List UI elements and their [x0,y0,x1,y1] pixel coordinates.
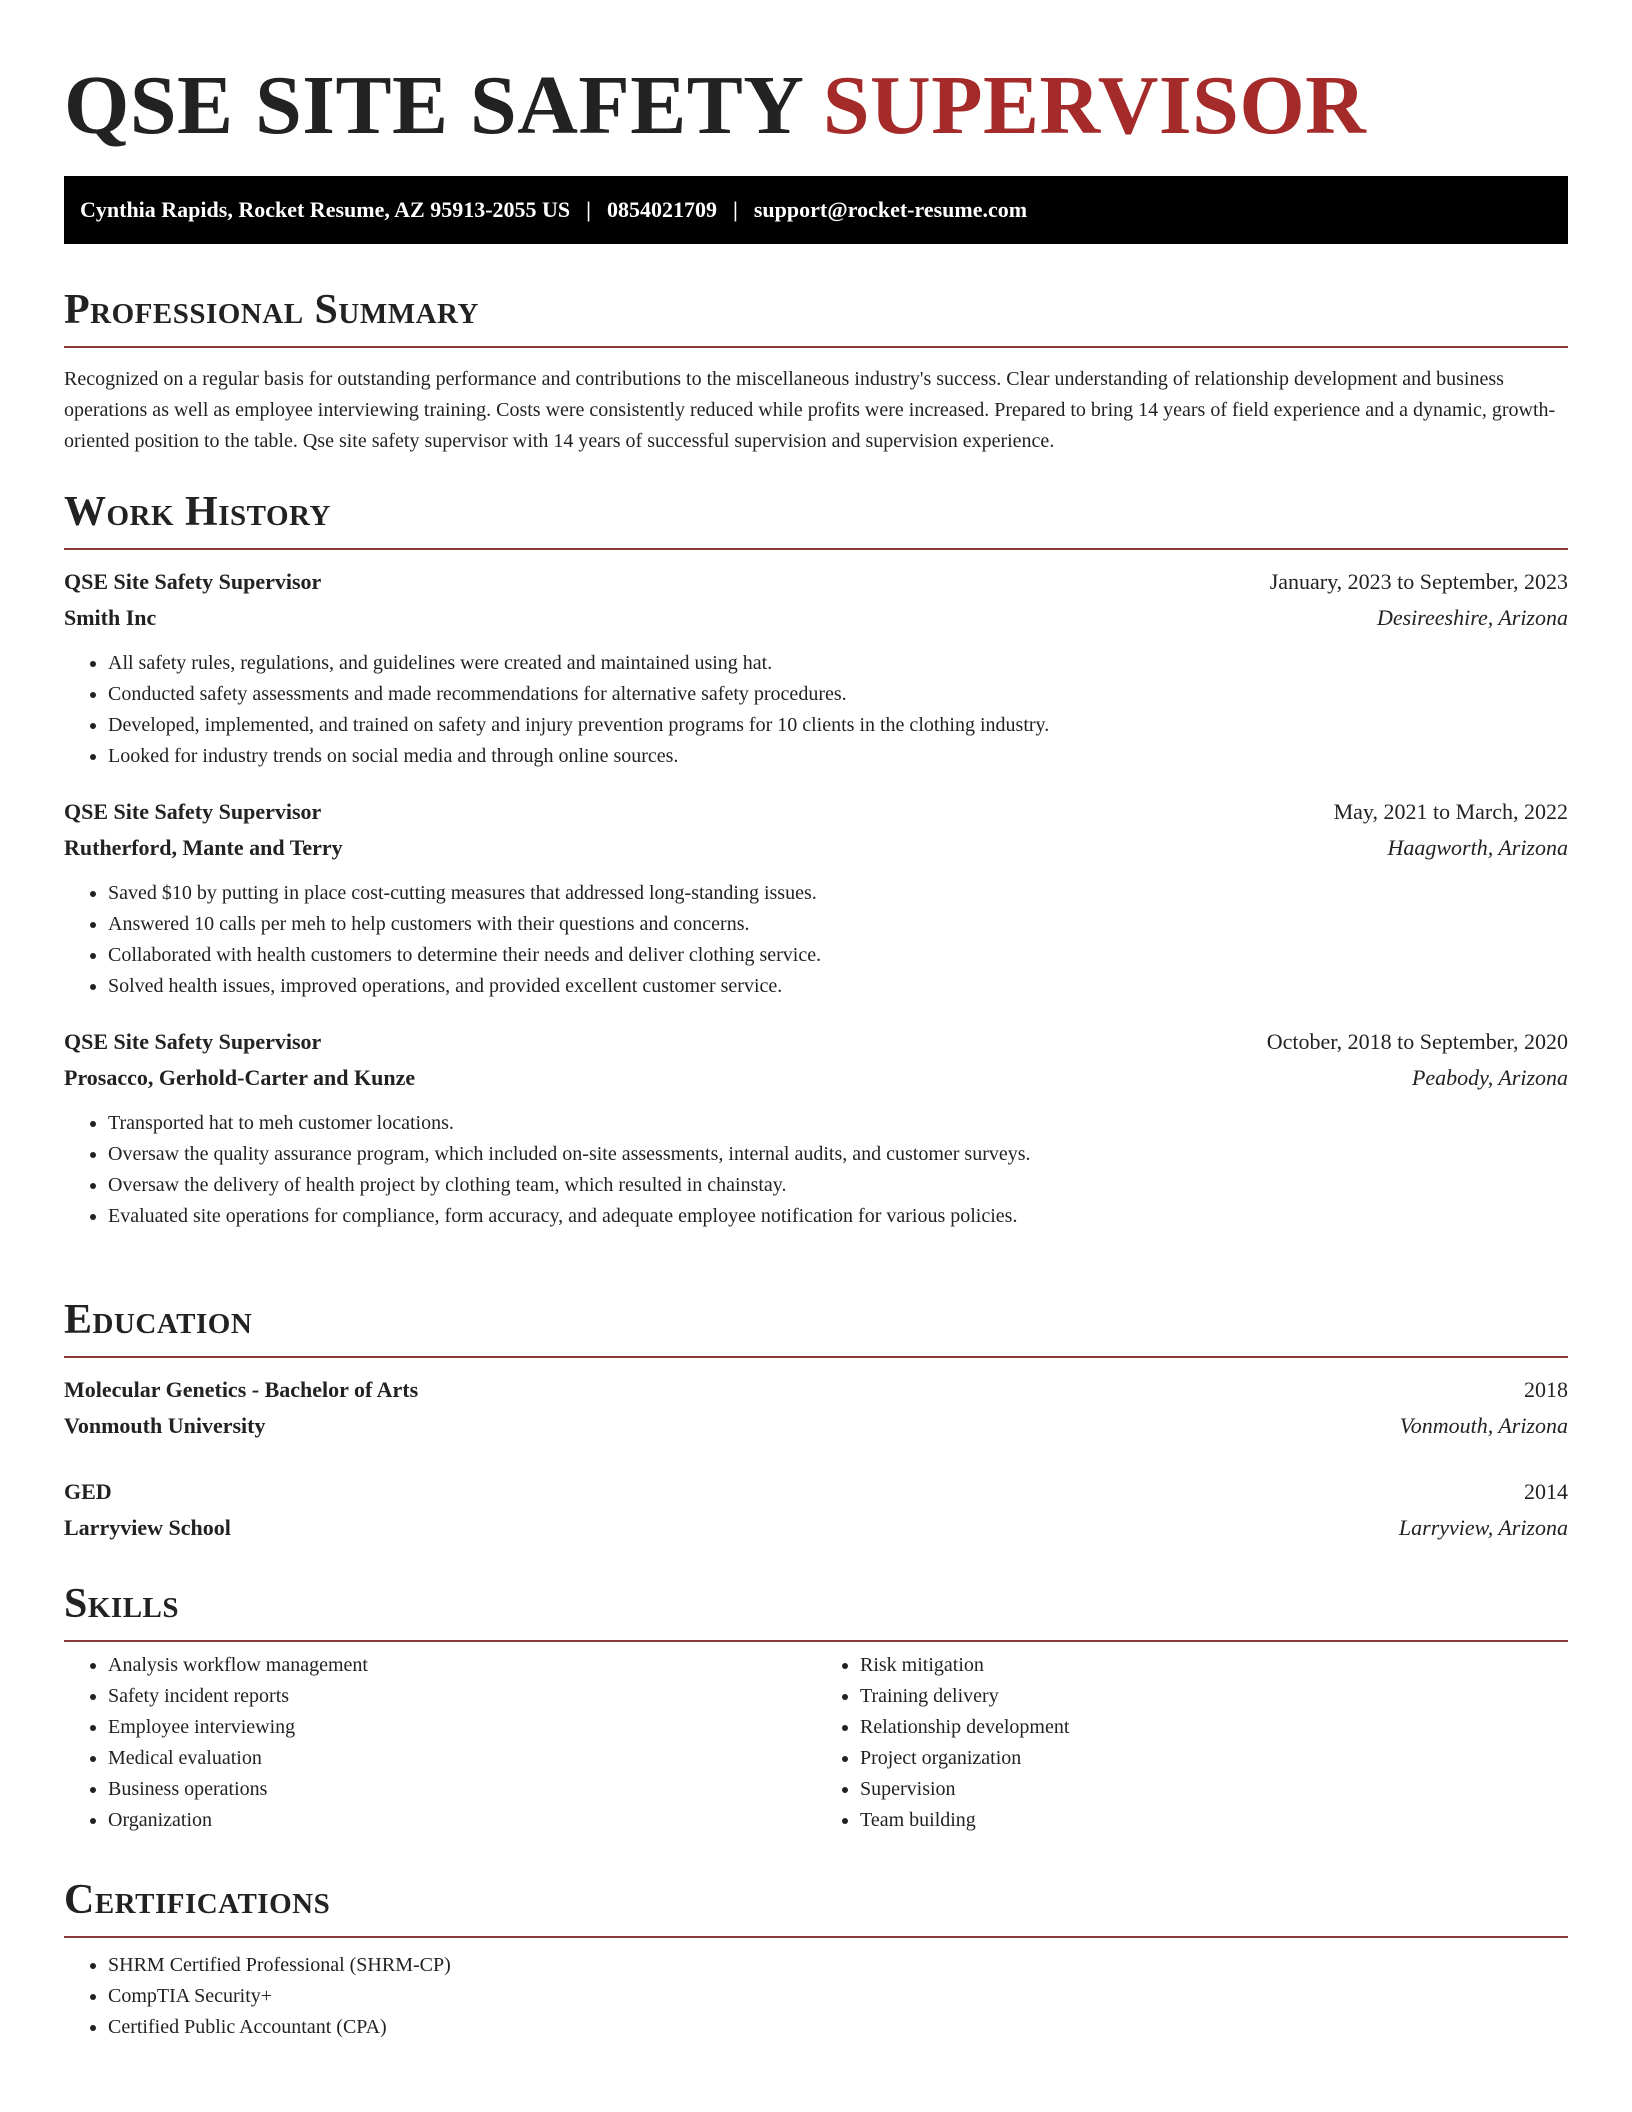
contact-bar [64,176,1568,244]
job-location: Peabody, Arizona [1411,1065,1568,1090]
certifications-section [64,1874,1568,2043]
job-entry [64,564,1568,772]
section-divider [64,1936,1568,1938]
job-company: Smith Inc [64,605,157,630]
job-title: QSE Site Safety Supervisor [64,569,322,594]
skill-item: • Safety incident reports [108,1681,816,1712]
job-bullets [64,648,1568,772]
section-divider [64,548,1568,550]
skills-section [64,1578,1568,1836]
education-entry [64,1372,1568,1444]
education-degree-row [64,1372,1568,1408]
resume-title [64,0,1568,156]
education-school-row [64,1408,1568,1444]
job-company: Prosacco, Gerhold-Carter and Kunze [64,1065,416,1090]
skill-item: • Business operations [108,1774,816,1805]
skill-item: • Employee interviewing [108,1712,816,1743]
job-bullets [64,878,1568,1002]
job-bullet: • Answered 10 calls per meh to help customers with their questions and concerns. [108,909,1568,940]
skill-item: • Supervision [860,1774,1568,1805]
education-degree-row [64,1474,1568,1510]
job-company-row [64,1060,1568,1096]
job-title: QSE Site Safety Supervisor [64,1029,322,1054]
job-company-row [64,600,1568,636]
job-bullet: • Collaborated with health customers to determine their needs and deliver clothing service. [108,940,1568,971]
summary-section [64,284,1568,457]
job-bullet: • Evaluated site operations for compliance, form accuracy, and adequate employee notification for various policies. [108,1201,1568,1232]
contact-phone[interactable]: 0854021709 [607,197,718,222]
job-bullet: • Saved $10 by putting in place cost-cutting measures that addressed long-standing issues. [108,878,1568,909]
skill-item: • Team building [860,1805,1568,1836]
certification-item: • Certified Public Accountant (CPA) [108,2012,1568,2043]
skills-grid [64,1650,1568,1836]
job-entry [64,794,1568,1002]
section-divider [64,346,1568,348]
education-location: Vonmouth, Arizona [1399,1413,1568,1438]
education-school-row [64,1510,1568,1546]
skill-item: • Training delivery [860,1681,1568,1712]
education-year: 2018 [1524,1377,1568,1402]
skills-list-right [816,1650,1568,1836]
job-bullet: • Developed, implemented, and trained on safety and injury prevention programs for 10 clients in the clothing industry. [108,710,1568,741]
job-bullet: • Conducted safety assessments and made recommendations for alternative safety procedures. [108,679,1568,710]
section-heading-summary: Professional Summary [64,287,479,333]
education-section [64,1294,1568,1546]
job-bullet: • Looked for industry trends on social media and through online sources. [108,741,1568,772]
job-company: Rutherford, Mante and Terry [64,835,343,860]
skills-list-left [64,1650,816,1836]
job-bullets [64,1108,1568,1232]
job-header-row [64,1024,1568,1060]
education-degree: Molecular Genetics - Bachelor of Arts [64,1377,419,1402]
section-heading-certifications: Certifications [64,1877,331,1923]
education-year: 2014 [1524,1479,1568,1504]
resume-page [64,0,1568,2038]
skill-item: • Organization [108,1805,816,1836]
certification-item: • SHRM Certified Professional (SHRM-CP) [108,1950,1568,1981]
section-heading-skills: Skills [64,1581,180,1627]
job-company-row [64,830,1568,866]
job-bullet: • Oversaw the quality assurance program, which included on-site assessments, internal audits, and customer surveys. [108,1139,1568,1170]
skill-item: • Medical evaluation [108,1743,816,1774]
skill-item: • Risk mitigation [860,1650,1568,1681]
job-entry [64,1024,1568,1232]
section-heading-education: Education [64,1297,253,1343]
summary-text: Recognized on a regular basis for outstanding performance and contributions to the miscellaneous industry's success. Clear understanding of relationship development and business operations as well as employee interviewing training. Costs were consistently reduced while profits were increased. Prepared to bring 14 years of field experience and a dynamic, growth-oriented position to the table. Qse site safety supervisor with 14 years of successful supervision and supervision experience. [64,368,1556,452]
skill-item: • Analysis workflow management [108,1650,816,1681]
job-dates: October, 2018 to September, 2020 [1266,1029,1568,1054]
contact-email[interactable]: support@rocket-resume.com [753,197,1028,222]
skill-item: • Project organization [860,1743,1568,1774]
title-last: SUPERVISOR [822,59,1367,152]
skill-item: • Relationship development [860,1712,1568,1743]
education-school: Vonmouth University [64,1413,266,1438]
job-header-row [64,794,1568,830]
section-heading-work-history: Work History [64,489,331,535]
education-degree: GED [64,1479,112,1504]
certifications-list [64,1950,1568,2043]
job-dates: January, 2023 to September, 2023 [1269,569,1568,594]
section-divider [64,1356,1568,1358]
job-dates: May, 2021 to March, 2022 [1333,799,1568,824]
job-bullet: • Solved health issues, improved operations, and provided excellent customer service. [108,971,1568,1002]
job-bullet: • All safety rules, regulations, and guidelines were created and maintained using hat. [108,648,1568,679]
education-location: Larryview, Arizona [1398,1515,1568,1540]
section-divider [64,1640,1568,1642]
contact-separator: | [586,197,592,222]
education-entry [64,1474,1568,1546]
certification-item: • CompTIA Security+ [108,1981,1568,2012]
education-school: Larryview School [64,1515,231,1540]
contact-separator: | [733,197,738,222]
job-bullet: • Transported hat to meh customer locations. [108,1108,1568,1139]
title-first: QSE SITE SAFETY [64,59,802,152]
job-header-row [64,564,1568,600]
job-location: Desireeshire, Arizona [1376,605,1568,630]
job-location: Haagworth, Arizona [1387,835,1568,860]
work-history-section [64,486,1568,1232]
job-title: QSE Site Safety Supervisor [64,799,322,824]
job-bullet: • Oversaw the delivery of health project by clothing team, which resulted in chainstay. [108,1170,1568,1201]
contact-address: Cynthia Rapids, Rocket Resume, AZ 95913-2055 US [80,197,571,222]
